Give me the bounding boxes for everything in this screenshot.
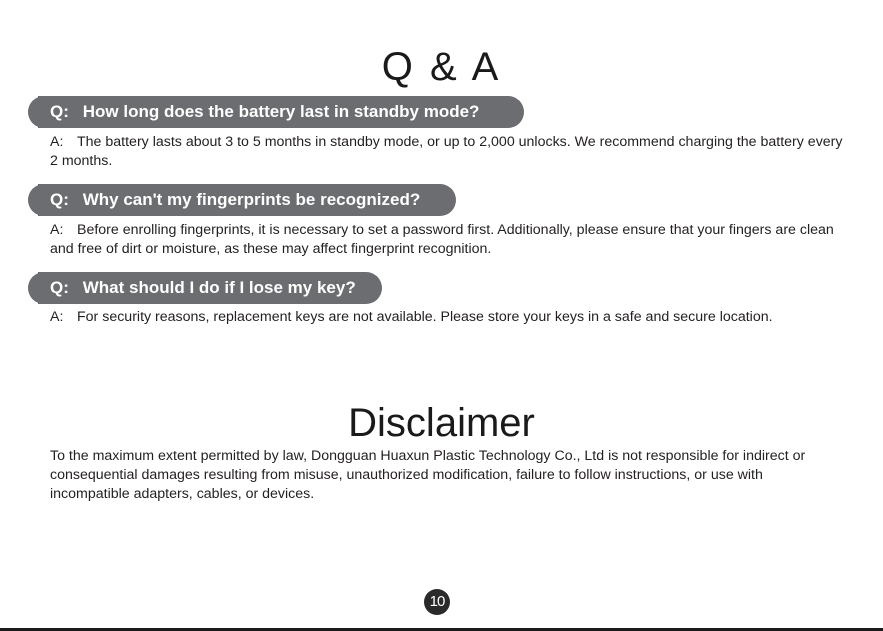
question-prefix: Q: — [50, 102, 69, 121]
answer-prefix: A: — [50, 134, 64, 150]
answer-1 — [50, 133, 850, 171]
question-pill-cap — [28, 96, 48, 128]
answer-text: Before enrolling fingerprints, it is necessary to set a password first. Additionally, please ensure that your fingers are clean and free of dirt or moisture, as these may affect fingerprint recognition. — [50, 222, 834, 257]
answer-text: The battery lasts about 3 to 5 months in standby mode, or up to 2,000 unlocks. We recommend charging the battery every 2 months. — [50, 134, 843, 169]
disclaimer-title: Disclaimer — [348, 401, 535, 445]
answer-text: For security reasons, replacement keys are not available. Please store your keys in a safe and secure location. — [77, 309, 773, 325]
answer-2 — [50, 221, 850, 259]
question-1 — [38, 96, 524, 128]
disclaimer-body: To the maximum extent permitted by law, Dongguan Huaxun Plastic Technology Co., Ltd is not responsible for indirect or consequential damages resulting from misuse, unauthorized modification, failure to follow instructions, or use with incompatible adapters, cables, or devices. — [50, 448, 806, 502]
question-text: Why can't my fingerprints be recognized? — [82, 190, 421, 209]
answer-3 — [50, 308, 850, 327]
question-text: What should I do if I lose my key? — [82, 278, 356, 297]
question-prefix: Q: — [50, 278, 69, 297]
question-pill-cap — [28, 272, 48, 304]
qa-title: Q & A — [381, 45, 502, 89]
page-number-badge: 10 — [424, 589, 450, 615]
question-2 — [38, 184, 456, 216]
question-pill-cap — [28, 184, 48, 216]
question-prefix: Q: — [50, 190, 69, 209]
answer-prefix: A: — [50, 309, 64, 325]
question-3 — [38, 272, 382, 304]
question-text: How long does the battery last in standby mode? — [82, 102, 480, 121]
answer-prefix: A: — [50, 222, 64, 238]
